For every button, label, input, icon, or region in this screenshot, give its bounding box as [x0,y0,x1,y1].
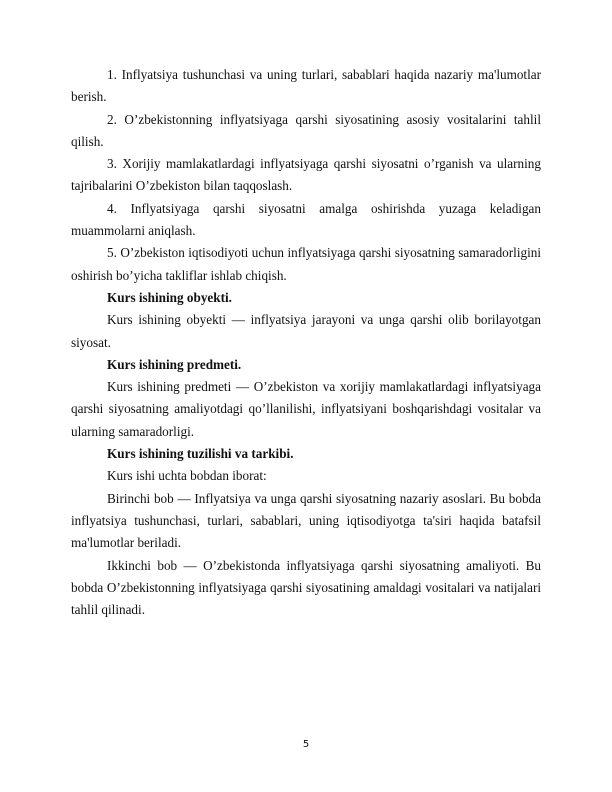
page-body [71,64,541,621]
object-text: Kurs ishining obyekti — inflyatsiya jarayoni va unga qarshi olib borilayotgan siyosat. [71,312,541,350]
object-heading: Kurs ishining obyekti. [107,289,232,305]
task-item-2: 2. O’zbekistonning inflyatsiyaga qarshi siyosatining asosiy vositalarini tahlil qilish. [71,111,541,149]
chapter-1-description: Birinchi bob — Inflyatsiya va unga qarshi siyosatning nazariy asoslari. Bu bobda inflyatsiya tushunchasi, turlari, sabablari, uning iqtisodiyotga ta'siri haqida batafsil ma'lumotlar beriladi. [71,490,541,551]
task-item-1: 1. Inflyatsiya tushunchasi va uning turlari, sabablari haqida nazariy ma'lumotlar berish. [71,67,541,105]
structure-intro: Kurs ishi uchta bobdan iborat: [107,468,267,484]
task-item-5: 5. O’zbekiston iqtisodiyoti uchun inflyatsiyaga qarshi siyosatning samaradorligini oshirish bo’yicha takliflar ishlab chiqish. [71,245,541,283]
subject-heading: Kurs ishining predmeti. [107,356,242,372]
chapter-2-description: Ikkinchi bob — O’zbekistonda inflyatsiyaga qarshi siyosatning amaliyoti. Bu bobda O’zbekistonning inflyatsiyaga qarshi siyosatining amaldagi vositalari va natijalari tahlil qilinadi. [71,557,541,618]
subject-text: Kurs ishining predmeti — O’zbekiston va xorijiy mamlakatlardagi inflyatsiyaga qarshi siyosatning amaliyotdagi qo’llanilishi, inflyatsiyani boshqarishdagi vositalar va ularning samaradorligi. [71,379,541,439]
page-number: 5 [302,739,310,750]
structure-heading: Kurs ishining tuzilishi va tarkibi. [107,446,294,462]
task-item-4: 4. Inflyatsiyaga qarshi siyosatni amalga oshirishda yuzaga keladigan muammolarni aniqlash. [71,200,541,239]
task-item-3: 3. Xorijiy mamlakatlardagi inflyatsiyaga qarshi siyosatni o’rganish va ularning tajribalarini O’zbekiston bilan taqqoslash. [71,156,541,194]
